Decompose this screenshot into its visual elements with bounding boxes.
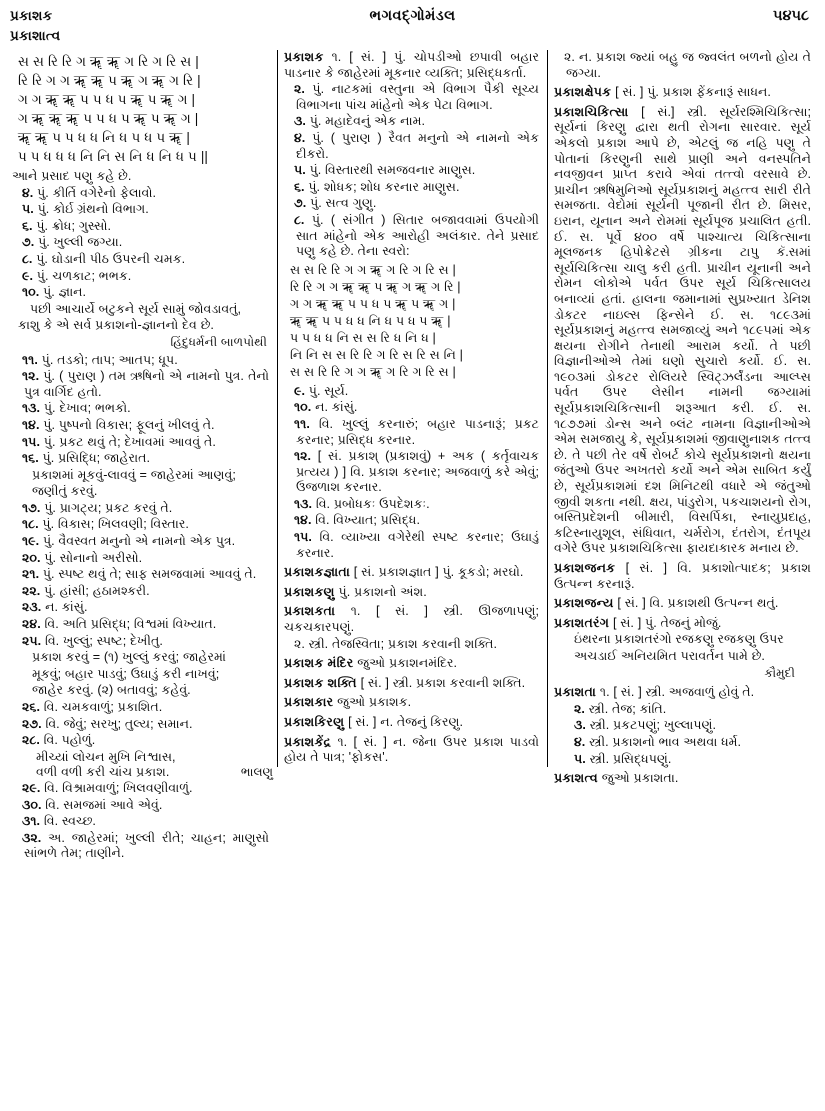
sense-entry — [554, 718, 811, 734]
sense-number: ૨૦. — [22, 550, 41, 565]
sense-number: ૧૪. — [22, 417, 40, 432]
sense-entry — [12, 353, 269, 369]
sense-number: ૧૫. — [293, 530, 312, 545]
sense-entry — [12, 235, 269, 251]
sense-entry — [284, 449, 539, 496]
entry-body: ૧. [ સં. ] ન. જેના ઉપર પ્રકાશ પાડવો હોય તે પાત્ર; 'ફોકસ'. — [283, 734, 539, 765]
sense-entry — [12, 781, 269, 797]
quotation-line: ઇંથરના પ્રકાશતરંગો રજકણુ રજકણુ ઉપર — [574, 632, 784, 647]
sense-number: ૩. — [574, 718, 586, 733]
dictionary-entry — [554, 561, 811, 592]
dictionary-entry — [284, 656, 539, 672]
sense-number: ૧૨. — [293, 449, 312, 464]
sense-entry — [12, 534, 269, 550]
sense-number: ૧૯. — [22, 534, 40, 549]
sense-text: પું. ઘોડાની પીઠ ઉપરની ચમક. — [36, 251, 186, 266]
sense-text: પું. ( પુરાણ ) તમ ઋષિનો એ નામનો પુત્ર. તેનો પુત્ર વાર્ગિદ હતો. — [24, 369, 269, 399]
entry-headword: પ્રકાશકજ્ઞાતા — [283, 565, 350, 580]
dictionary-entry — [554, 85, 811, 101]
entry-body: [ સં. ] પું. પ્રકાશ ફેંકનારૂં સાધન. — [615, 85, 771, 100]
phrase-line: જાહેર કરવું. (૨) બતાવવું; કહેવું. — [32, 683, 191, 698]
sense-entry — [12, 733, 269, 749]
sense-text: પું. શોધક; શોધ કરનાર માણુસ. — [308, 179, 460, 194]
sense-entry — [12, 551, 269, 567]
sense-text: પું. ચળકાટ; ભભક. — [36, 268, 132, 283]
quotation-attribution: હિંદુધર્મની બાળપોથી — [170, 334, 267, 349]
sense-number: ૧૩. — [22, 401, 41, 416]
column-2 — [277, 50, 548, 767]
entry-headword: પ્રકાશક્ષેપક — [554, 85, 612, 100]
sense-text: પું. પ્રસિદ્ધિ; જાહેરાત. — [42, 451, 150, 466]
sense-number: ૨૭. — [22, 716, 42, 731]
sense-number: ૮. — [293, 212, 305, 227]
entry-headword: પ્રકાશત્વ — [554, 771, 598, 786]
entry-headword: પ્રકાશકણુ — [283, 584, 335, 599]
sense-number: ૧૮. — [22, 517, 39, 532]
entry-body: [ સં. ] ન. તેજનું કિરણુ. — [348, 715, 464, 729]
sense-entry — [554, 702, 811, 718]
sense-number: ૨૨. — [22, 583, 41, 598]
dictionary-entry — [554, 596, 811, 612]
sense-text: વિ. ચમકવાળું; પ્રકાશિત. — [43, 700, 163, 714]
sense-text: પું. જ્ઞાન. — [43, 285, 87, 300]
sense-number: ૨૧. — [22, 567, 40, 582]
sense-entry — [12, 269, 269, 285]
sense-text: [ સં. ] સ્ત્રી. અજવાળું હોવું તે. — [613, 685, 755, 700]
sense-number: ૧૪. — [293, 513, 312, 528]
sense-number: ૫. — [574, 751, 586, 766]
sense-entry — [12, 252, 269, 268]
sense-text: પું. મહાદેવનું એક નામ. — [309, 114, 425, 129]
sense-text: પું. ખુલ્લી જગ્યા. — [38, 235, 123, 250]
sense-entry — [284, 163, 539, 179]
sense-text: પું. વિકાસ; ખિલવણી; વિસ્તાર. — [42, 517, 189, 532]
sense-number: ૯. — [22, 268, 33, 283]
sense-text: વિ. વિખ્યાત; પ્રસિદ્ધ. — [315, 513, 420, 528]
sense-number: ૬. — [22, 218, 33, 233]
dictionary-entry — [284, 604, 539, 635]
sense-text: વિ. પ્રબોધકઃ ઉપદેશકઃ. — [315, 496, 430, 511]
sense-text: વિ. અતિ પ્રસિદ્ધ; વિશ્વમાં વિખ્યાત. — [44, 617, 217, 632]
sense-entry — [12, 369, 269, 400]
sense-entry — [12, 814, 269, 830]
entry-body: પું. પ્રકાશનો અંશ. — [338, 584, 427, 599]
column-3 — [548, 50, 819, 788]
sargam-note: આને પ્રસાદ પણુ કહે છે. — [12, 169, 132, 183]
sense-text: સ્ત્રી. પ્રસિદ્ધપણું. — [589, 751, 672, 766]
dictionary-entry-chikitsa — [554, 105, 811, 557]
sense-entry — [12, 285, 269, 301]
entry-body: જુઓ પ્રકાશનમંદિર. — [357, 656, 458, 671]
sense-text: પું. તડકો; તાપ; આતપ; ધૂપ. — [41, 352, 178, 367]
sense-number: ૧૨. — [22, 369, 40, 384]
sargam-row: ॠ ॠ પ પ ધ ધ નિ ધ પ ધ પ ॠ | — [289, 313, 451, 328]
sense-entry — [12, 567, 269, 583]
book-title: ભગવદ્ગોમંડલ — [369, 8, 456, 24]
sense-text: વિ. વ્યાખ્યા વગેરેથી સ્પષ્ટ કરનાર; ઉઘાડું કરનાર. — [295, 530, 539, 560]
sense-text: પું. પ્રકટ થવું તે; દેખાવમાં આવવું તે. — [43, 434, 216, 449]
sargam-row: ॠ ॠ પ પ ધ ધ નિ ધ પ ધ પ ॠ | — [18, 130, 190, 145]
sense-number: ૧૭. — [22, 500, 41, 515]
phrase-line: પ્રકાશ કરવું = (૧) ખુલ્લું કરવું; જાહેરમાં — [32, 650, 226, 665]
sense-number: ૪. — [22, 185, 34, 200]
sargam-row: રિ રિ ગ ગ ॠ ॠ પ ॠ ગ ॠ ગ રિ | — [18, 73, 201, 88]
sense-number: ૫. — [293, 163, 306, 178]
column-1 — [6, 50, 277, 863]
sense-number: ૪. — [293, 130, 306, 145]
phrase-line: જણીતું કરવું. — [32, 484, 98, 499]
sense-text: [ સં. પ્રકાશ્ (પ્રકાશવું) + અક ( કર્તૃવાચક પ્રત્યય ) ] વિ. પ્રકાશ કરનાર; અજવાળું કરે એવું; ઉજળાશ કરનાર. — [295, 449, 539, 495]
sense-text: વિ. જેવું; સરખુ; તુલ્ય; સમાન. — [45, 716, 193, 731]
entry-body: ૧. [ સં. ] પું. ચોપડીઓ છપાવી બહાર પાડનાર કે જાહેરમાં મૂકનાર વ્યક્તિ; પ્રસિદ્ધકર્તા. — [283, 50, 539, 80]
entry-headword: પ્રકાશક — [283, 50, 324, 64]
sense-number: ૧૩. — [293, 496, 313, 511]
verse-text: વળી વળી કરી ચાંચ પ્રકાશ. — [36, 765, 170, 780]
sense-text: પું. કોર્ઇ ગ્રંથનો વિભાગ. — [37, 202, 149, 217]
sense-text: પું. ક્રોધ; ગુસ્સો. — [36, 218, 112, 233]
entry-body: [ સં. ] સ્ત્રી. પ્રકાશ કરવાની શક્તિ. — [360, 675, 526, 690]
sense-number: ૩૧. — [22, 814, 41, 829]
sense-text: ન. કાંસું. — [315, 400, 358, 415]
sense-number: ૨. — [574, 701, 585, 716]
sense-number: ૪. — [574, 734, 586, 749]
sense-text: પું. સ્પષ્ટ થવું તે; સાફ સમજવામાં આવવું તે. — [42, 567, 257, 582]
dictionary-entry — [284, 735, 539, 766]
sense-number: ૨૬. — [22, 700, 40, 714]
sense-number: ૩૦. — [22, 797, 42, 812]
dictionary-entry — [284, 565, 539, 581]
sense-entry — [12, 700, 269, 716]
sense-number: ૭. — [293, 196, 307, 211]
sense-entry — [554, 752, 811, 768]
sense-entry — [12, 798, 269, 814]
sargam-row: ગ ॠ ॠ ॠ પ પ ધ પ ॠ પ ॠ ગ | — [18, 111, 199, 126]
sense-entry — [12, 186, 269, 202]
entry-body: [ સં. ] વિ. પ્રકાશોત્પાદક; પ્રકાશ ઉત્પન્ન કરનારૂં. — [554, 561, 811, 591]
entry-headword: પ્રકાશજન્ય — [554, 596, 614, 611]
sense-entry — [284, 131, 539, 162]
sense-entry — [12, 600, 269, 616]
sense-entry: ૨. સ્ત્રી. તેજસ્વિતા; પ્રકાશ કરવાની શક્તિ. — [293, 636, 498, 651]
page-number: ૫૪૫૮ — [772, 8, 809, 24]
entry-body — [600, 685, 754, 699]
sense-entry — [284, 196, 539, 212]
sense-text: સ્ત્રી. પ્રકાશનો ભાવ અથવા ધર્મ. — [589, 734, 742, 749]
entry-body: [ સં. ] પું. તેજનું મોજું. — [612, 615, 722, 630]
sense-number: ૧૫. — [22, 434, 40, 449]
verse-line: મીચ્યાં લોચન મુખિ નિશ્વાસ, — [36, 749, 176, 764]
sargam-row: પ પ ધ ધ નિ સ સ રિ ધ નિ ધ | — [289, 330, 436, 345]
quotation-attribution: કૌમુદી — [764, 665, 795, 680]
sense-entry — [12, 435, 269, 451]
entry-headword: પ્રકાશતા — [554, 685, 597, 700]
dictionary-entry — [554, 771, 811, 787]
sense-entry — [12, 501, 269, 517]
sense-entry — [12, 517, 269, 533]
sargam-row: ગ ગ ॠ ॠ પ પ ધ પ ॠ પ ॠ ગ | — [18, 92, 196, 107]
verse-line-with-attribution — [12, 765, 273, 781]
sargam-row: રિ રિ ગ ગ ॠ ॠ પ ॠ ગ ॠ ગ રિ | — [289, 279, 461, 294]
sense-text: પું. સૂર્ય. — [308, 383, 349, 398]
running-head — [6, 6, 819, 50]
entry-headword: પ્રકાશતરંગ — [554, 615, 610, 630]
sense-text: પું. નાટકમાં વસ્તુના એ વિભાગ પૈકી સૂચ્ય વિભાગના પાંચ માંહેનો એક પેટા વિભાગ. — [295, 82, 539, 112]
sense-text: પું. કીર્તિ વગેરેનો ફેલાવો. — [37, 185, 157, 200]
dictionary-entry — [284, 50, 539, 81]
sense-number: ૨૫. — [22, 633, 42, 648]
sargam-row: નિ નિ સ સ રિ રિ ગ રિ સ રિ સ નિ | — [289, 347, 463, 362]
sense-entry — [12, 634, 269, 650]
sense-number: ૬. — [293, 179, 305, 194]
sense-entry — [12, 219, 269, 235]
entry-headword: પ્રકાશજનક — [554, 561, 616, 575]
sense-entry — [12, 418, 269, 434]
entry-body: જુઓ પ્રકાશતા. — [601, 771, 679, 786]
sense-entry — [284, 213, 539, 260]
sense-entry — [12, 617, 269, 633]
sense-number: ૧. — [599, 685, 610, 700]
sense-text: પું. પુષ્પનો વિકાસ; ફૂલનું ખીલવું તે. — [43, 417, 215, 432]
sense-text: વિ. પહોળું. — [43, 733, 96, 748]
sense-number: ૨૩. — [22, 600, 42, 615]
entry-headword: પ્રકાશકિરણુ — [283, 715, 345, 729]
entry-body: ૧. [ સં. ] સ્ત્રી. ઊજળાપણું; ચકચકારપણું. — [283, 604, 539, 635]
sense-text: પું. પ્રાગટ્ય; પ્રકટ કરવું તે. — [44, 500, 173, 515]
sargam-row: સ સ રિ રિ ગ ગ ॠ ગ રિ ગ રિ સ | — [289, 262, 456, 277]
sense-entry — [284, 82, 539, 113]
sense-text: પું. દેખાવ; ભભકો. — [43, 401, 131, 416]
sense-text: પું. ( પુરાણ ) રૈવત મનુનો એ નામનો એક દીકરો. — [295, 130, 539, 161]
sense-number: ૩૨. — [22, 830, 42, 845]
sense-text: વિ. સમજમાં આવે એવું. — [45, 797, 163, 812]
dictionary-entry — [284, 585, 539, 601]
sense-number: ૩. — [293, 114, 306, 129]
sense-entry — [284, 530, 539, 561]
dictionary-entry — [284, 695, 539, 711]
sense-number: ૧૧. — [22, 352, 38, 367]
sargam-grid-2 — [284, 262, 539, 381]
sense-entry — [12, 717, 269, 733]
sense-text: પું. વિસ્તારથી સમજવનાર માણુસ. — [309, 163, 476, 178]
sense-number: ૮. — [22, 251, 33, 266]
entry-headword: પ્રકાશક મંદિર — [283, 656, 354, 671]
sense-text: પું. હાંસી; હઠામશ્કરી. — [44, 583, 150, 598]
sense-text: વિ. ખુલ્લું; સ્પષ્ટ; દેખીતુ. — [44, 633, 163, 648]
sense-number: ૨. — [293, 82, 305, 97]
sense-entry — [284, 513, 539, 529]
sense-text: પું. ( સંગીત ) સિતાર બજાવવામાં ઉપયોગી સાત માંહેનો એક આરોહી અલંકાર. તેને પ્રસાદ પણુ કહે છે. તેના સ્વરો: — [295, 212, 539, 259]
sense-text: પું. સોનાનો અરીસો. — [44, 550, 143, 565]
sargam-row: સ સ રિ રિ ગ ॠ ॠ ગ રિ ગ રિ સ | — [18, 54, 199, 69]
sense-number: ૧૦. — [293, 400, 312, 415]
sense-entry — [12, 451, 269, 467]
running-head-left-second: પ્રકાશાત્વ — [10, 28, 61, 43]
sense-entry — [12, 202, 269, 218]
entry-headword: પ્રકાશક શક્તિ — [283, 675, 357, 690]
entry-headword: પ્રકાશચિકિત્સા — [554, 104, 629, 119]
dictionary-entry — [554, 685, 811, 701]
dictionary-entry — [554, 616, 811, 632]
sense-number: ૨૯. — [22, 780, 41, 795]
sense-number: ૫. — [22, 202, 34, 217]
sense-number: ૧૧. — [293, 416, 310, 431]
entry-body: [ સં. પ્રકાશજ્ઞાત ] પું. કૂકડો; મરઘો. — [353, 565, 524, 580]
sense-entry — [284, 417, 539, 448]
entry-headword: પ્રકાશકાર — [283, 695, 334, 710]
sense-text: ન. કાંસું. — [45, 600, 88, 615]
sense-number: ૨૮. — [22, 733, 40, 748]
quotation-line: પછી આચાર્યે બટુકને સૂર્ય સામું જોવડાવતું, — [30, 301, 242, 316]
sense-number: ૧૦. — [22, 285, 40, 300]
entry-body: જુઓ પ્રકાશક. — [337, 695, 412, 710]
sense-number: ૨૪. — [22, 617, 41, 632]
sargam-grid-1 — [12, 52, 269, 166]
entry-headword: પ્રકાશકતા — [283, 604, 336, 619]
sense-text: પું. સત્વ ગુણુ. — [310, 196, 377, 211]
quotation-line: કાશુ કે એ સર્વ પ્રકાશનો-જ્ઞાનનો દેવ છે. — [18, 318, 214, 333]
sense-text: વિ. સ્વચ્છ. — [43, 814, 96, 829]
phrase-line: મૂકવું; બહાર પાડવું; ઉઘાડું કરી નાખવું; — [32, 666, 220, 681]
phrase-line: પ્રકાશમાં મૂકવું-લાવવું = જાહેરમાં આણવું; — [32, 467, 236, 482]
sense-entry — [12, 584, 269, 600]
entry-body: [ સં.] સ્ત્રી. સૂર્યરશ્મિચિકિત્સા; સૂર્યનાં કિરણુ દ્વારા થતી રોગના સારવાર. સૂર્ય એકલો પ્રકાશ આપે છે, એટલું જ નહિ પણુ તે પોતાનાં કિરણુની સાથે પ્રાણી અને વનસ્પતિને નવજીવન પ્રાપ્ત કરાવે એવાં તત્ત્વો વરસાવે છે. પ્રાચીન ઋષિમુનિઓ સૂર્યપ્રકાશનું મહત્ત્વ સારી રીતે સમજતા. વેદોમાં સૂર્યની પૂજાની રીત છે. મિસર, ઇરાન, યૂનાન અને રોમમાં સૂર્યપૂજ પ્રચાલિત હતી. ઈ. સ. પૂર્વે ૪૦૦ વર્ષે પાશ્ચાત્ય ચિકિત્સાના મૂલજનક હિપોક્રેટસે ગ્રીકના ટાપુ કૅ.સમાં સૂર્યચિકિત્સા ચાલુ કરી હતી. પ્રાચીન યૂનાની અને રોમન લોકોએ પર્વત ઉપર સૂર્ય ચિકિત્સાલય બનાવ્યાં હતાં. હાલના જમાનામાં સુપ્રખ્યાત ડેનિશ ડોકટર નાઇલ્સ ફિન્સેને ઈ. સ. ૧૮૯૩માં સૂર્યપ્રકાશનું મહત્ત્વ સમજાવ્યું અને ૧૮૯૫માં એક ક્ષયના રોગીને તેનાથી આરામ કર્યો. તે પછી વિજ્ઞાનીઓએ તેમાં ઘણો સુચારો કર્યો. ઈ. સ. ૧૯૦૩માં ડોકટર રોલિયરે સ્વિટ્ઝર્લૅંડના આલ્પ્સ પર્વત ઉપર લેસીન નામની જગ્યામાં સૂર્યપ્રકાશચિકિત્સાની શરૂઆત કરી. ઈ. સ. ૧૮૭૭માં ડોન્સ અને બ્લંટ નામના વિજ્ઞાનીઓએ એમ સમજાયુ કે, સૂર્યપ્રકાશમાં જીવાણુનાશક તત્ત્વ છે. તે પછી તેર વર્ષે રોબર્ટ કોચે સૂર્યપ્રકાશનો ક્ષયના જંતુઓ ઉપર અખતરો કર્યો અને એમ સાબિત કર્યું છે, સૂર્યપ્રકાશમાં દશ મિનિટથી વધારે એ જંતુઓ જીવી શકતા નથી. ક્ષય, પાંડુરોગ, પકચાશયનો રોગ, બસ્તિપ્રદેશની બીમારી, વિસર્પિકા, સ્નાયુપ્રદાહ, કટિસ્નાયુશૂલ, સંધિવાત, ચર્મરોગ, દંતરોગ, દંતપૂય વગેરે ઉપર પ્રકાશચિકિત્સા ફાયદાકારક મનાય છે. — [554, 104, 811, 556]
sense-text: પું. વૈવસ્વત મનુનો એ નામનો એક પુત્ર. — [42, 534, 236, 549]
sense-number: ૯. — [293, 383, 305, 398]
sense-entry — [554, 735, 811, 751]
sense-entry — [12, 831, 269, 862]
sense-entry — [284, 384, 539, 400]
dictionary-entry — [284, 715, 539, 731]
sense-entry — [284, 497, 539, 513]
sargam-row: ગ ગ ॠ ॠ પ પ ધ પ ॠ પ ॠ ગ | — [289, 296, 456, 311]
sense-text: સ્ત્રી. તેજ; કાંતિ. — [588, 701, 667, 716]
verse-attribution: ભાલણુ — [240, 765, 273, 780]
entry-body: [ સં. ] વિ. પ્રકાશથી ઉત્પન્ન થતું. — [617, 596, 779, 611]
column-container — [6, 50, 819, 1110]
sense-text: વિ. વિશ્રામવાળું; ખિલવણીવાળું. — [44, 780, 193, 795]
sense-text: સ્ત્રી. પ્રકટપણું; ખુલ્લાપણું. — [589, 718, 717, 733]
sense-entry — [284, 114, 539, 130]
sense-text: અ. જાહેરમાં; ખુલ્લી રીતે; ચાહન; માણુસો સાંભળે તેમ; તાણીને. — [24, 830, 269, 861]
quotation-line: અચડાઈ અનિયમિત પરાવર્તન પામે છે. — [574, 648, 765, 663]
running-head-left-first: પ્રકાશક — [10, 8, 53, 23]
sargam-row: પ પ ધ ધ ધ નિ નિ સ નિ ધ નિ ધ પ || — [18, 149, 208, 164]
sense-text: વિ. ખુલ્લું કરનારું; બહાર પાડનારૂં; પ્રકટ કરનાર; પ્રસિદ્ધ કરનાર. — [295, 416, 539, 447]
sense-entry: ૨. ન. પ્રકાશ જ્યાં બહુ જ જ્વલંત બળનો હોય તે જગ્યા. — [564, 50, 811, 80]
sense-entry — [12, 401, 269, 417]
sense-entry — [284, 400, 539, 416]
sense-number: ૭. — [22, 235, 35, 250]
entry-headword: પ્રકાશકેંદ્ર — [283, 734, 332, 749]
sargam-row: સ સ રિ રિ ગ ગ ॠ ગ રિ ગ રિ સ | — [289, 364, 456, 379]
sense-number: ૧૬. — [22, 451, 39, 466]
sense-entry — [284, 180, 539, 196]
dictionary-entry — [284, 676, 539, 692]
